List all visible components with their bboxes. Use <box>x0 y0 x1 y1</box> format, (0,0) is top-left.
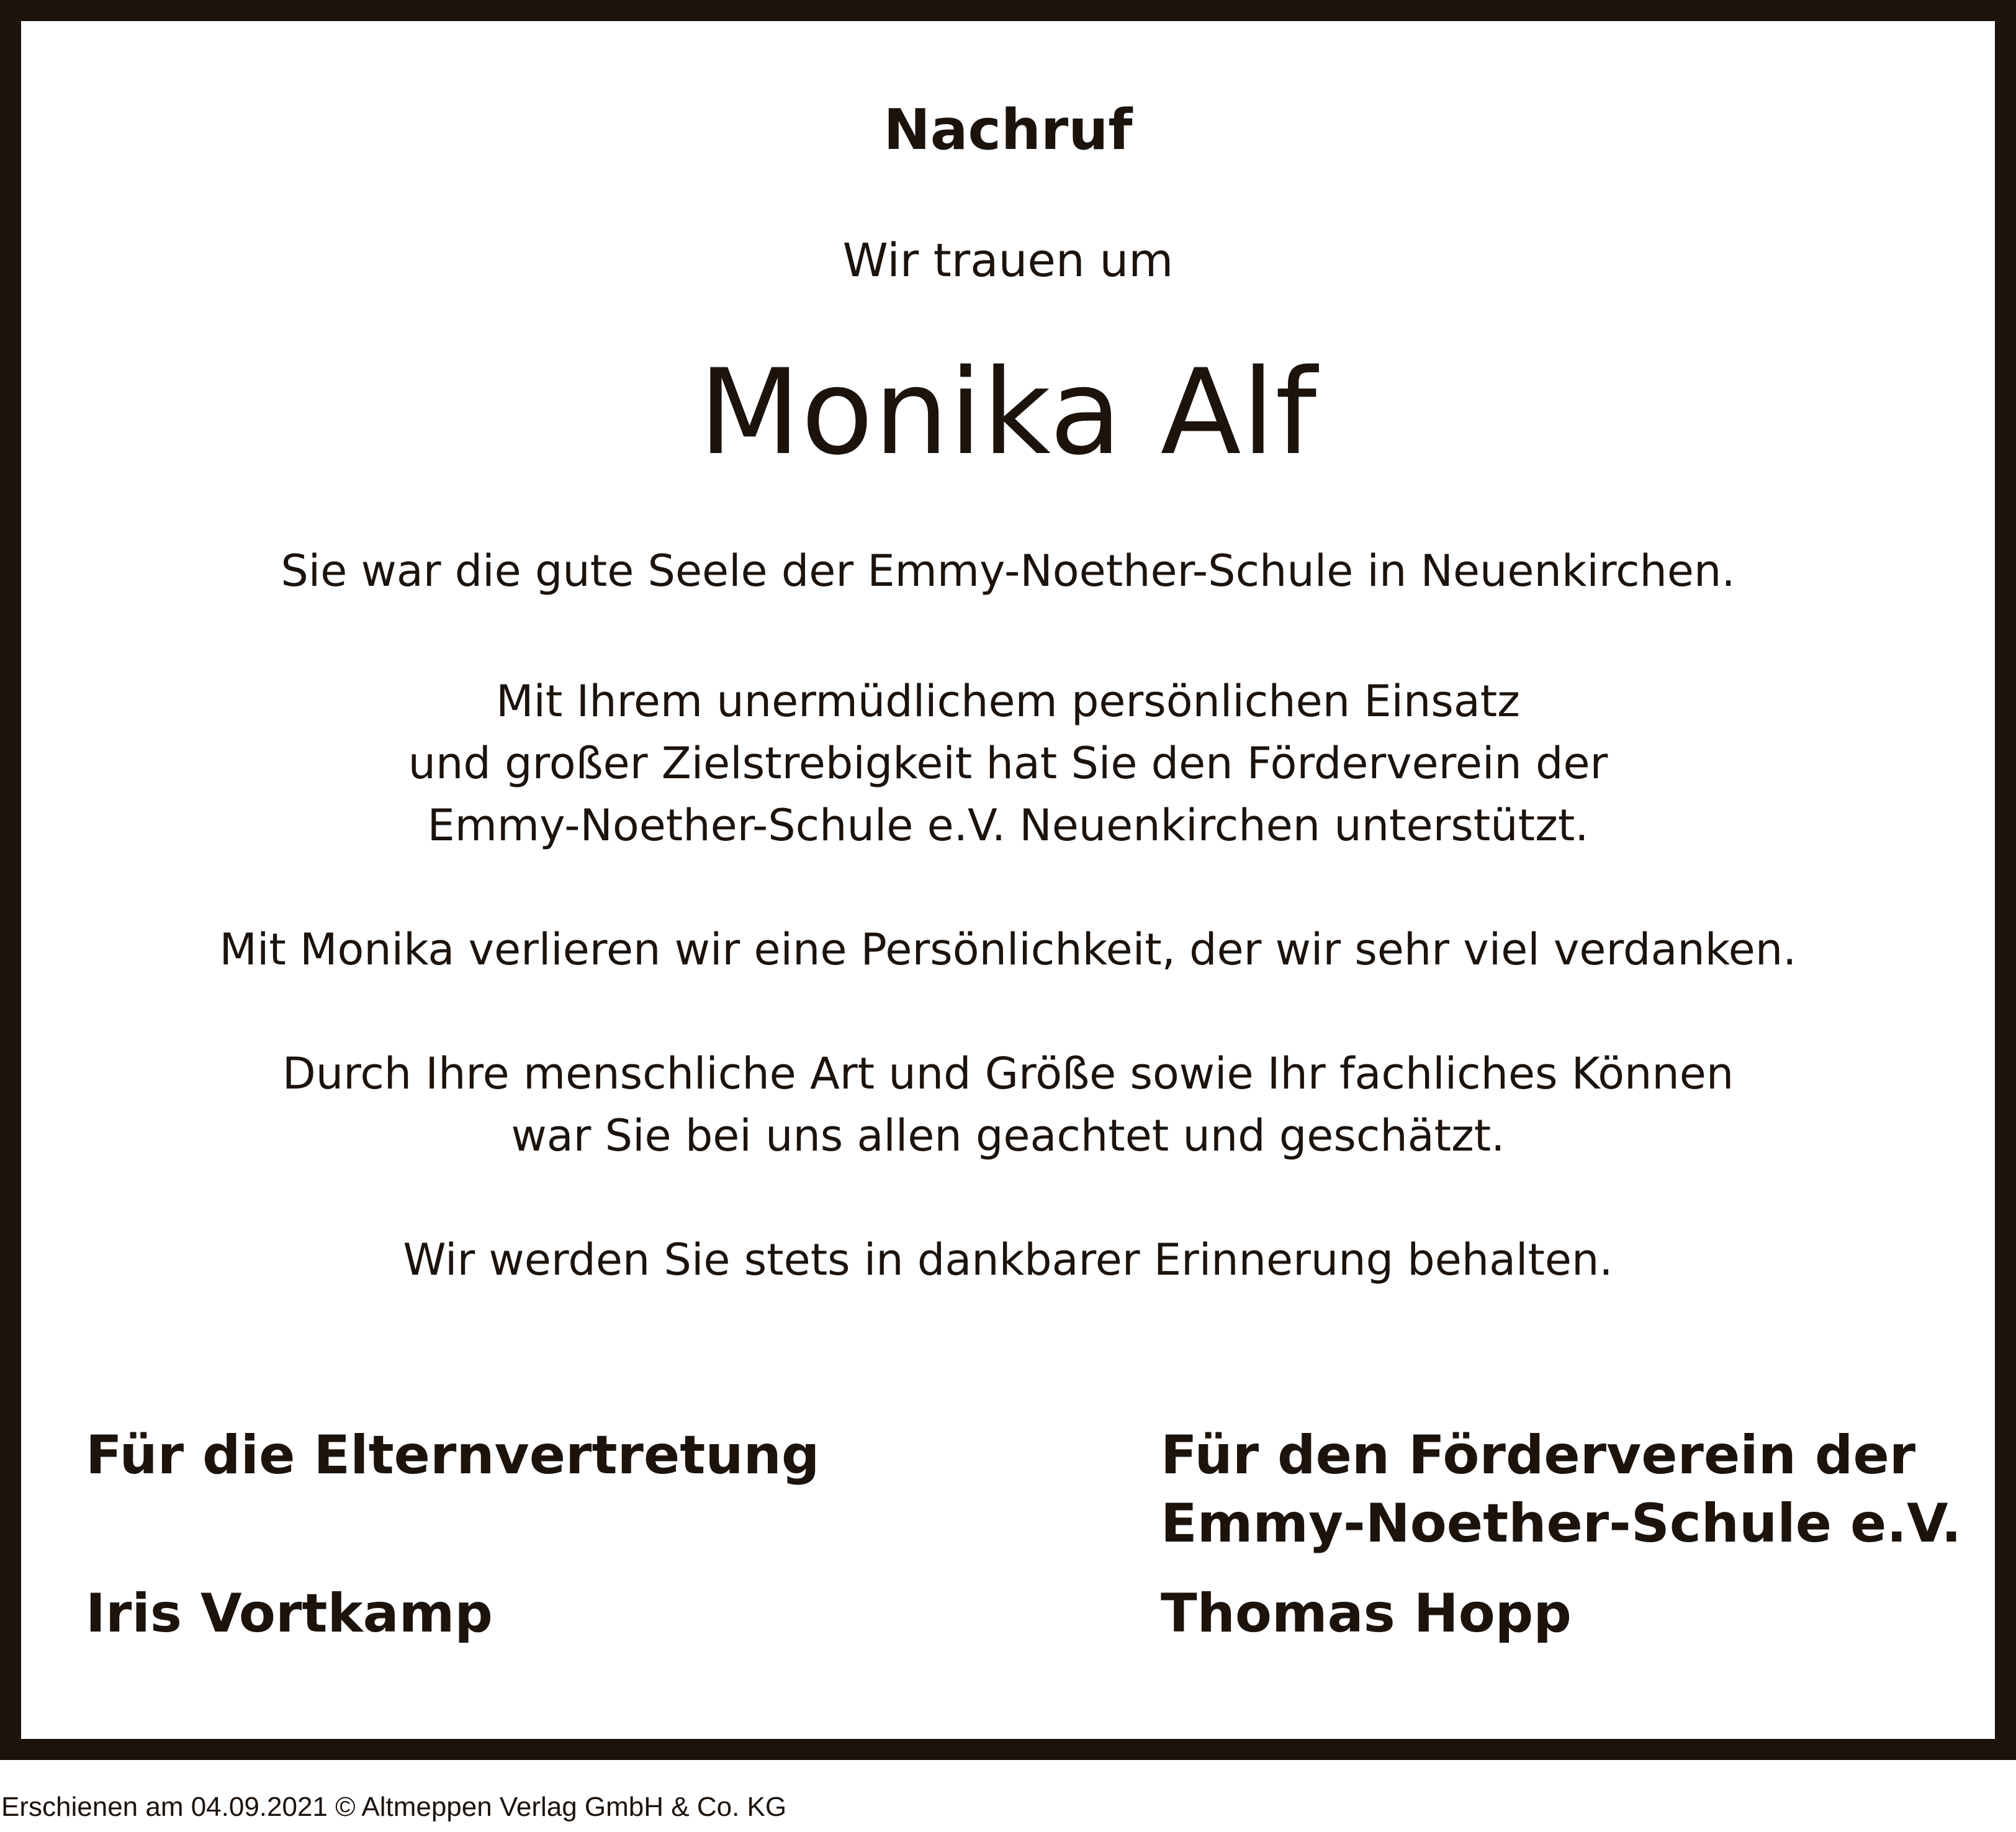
paragraph-line: Mit Monika verlieren wir eine Persönlichkeit, der wir sehr viel verdanken. <box>219 924 1797 975</box>
signature-left-role: Für die Elternvertretung <box>86 1424 820 1486</box>
intro-text: Wir trauen um <box>842 234 1174 287</box>
paragraph-line: Emmy-Noether-Schule e.V. Neuenkirchen unterstützt. <box>427 800 1589 851</box>
paragraph-4 <box>21 1043 1995 1167</box>
paragraph-line: Sie war die gute Seele der Emmy-Noether-Schule in Neuenkirchen. <box>281 546 1735 596</box>
signature-right-role-line2: Emmy-Noether-Schule e.V. <box>1161 1493 1962 1555</box>
paragraph-1 <box>21 540 1995 602</box>
publication-footer: Erschienen am 04.09.2021 © Altmeppen Verlag GmbH & Co. KG <box>1 1792 787 1822</box>
paragraph-line: Wir werden Sie stets in dankbarer Erinnerung behalten. <box>403 1234 1613 1285</box>
paragraph-line: Mit Ihrem unermüdlichem persönlichen Einsatz <box>496 676 1520 727</box>
paragraph-line: und großer Zielstrebigkeit hat Sie den Förderverein der <box>408 738 1608 789</box>
signature-left-person: Iris Vortkamp <box>86 1583 493 1645</box>
paragraph-5 <box>21 1229 1995 1291</box>
paragraph-line: war Sie bei uns allen geachtet und geschätzt. <box>511 1110 1505 1161</box>
paragraph-line: Durch Ihre menschliche Art und Größe sowie Ihr fachliches Können <box>282 1048 1734 1099</box>
paragraph-3 <box>21 918 1995 981</box>
notice-label: Nachruf <box>883 97 1133 163</box>
deceased-name: Monika Alf <box>698 344 1318 481</box>
signature-right-role-line1: Für den Förderverein der <box>1161 1424 1916 1486</box>
signature-right-person: Thomas Hopp <box>1161 1583 1572 1645</box>
paragraph-2 <box>21 670 1995 856</box>
